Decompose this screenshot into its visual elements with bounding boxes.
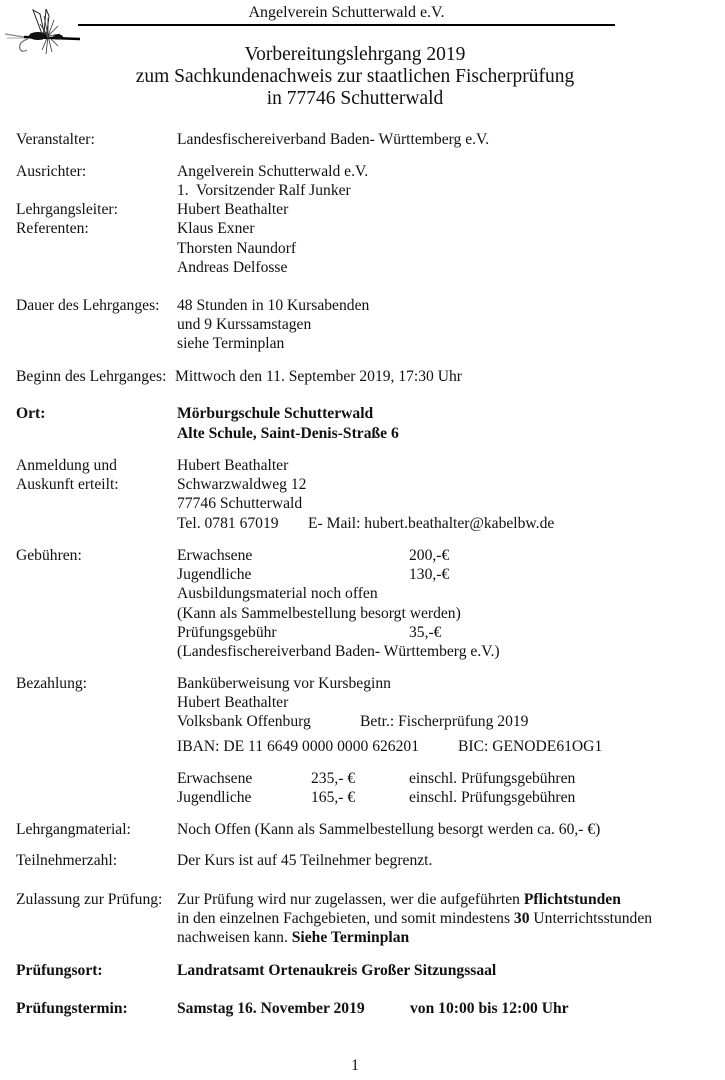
teilnehmerzahl-value: Der Kurs ist auf 45 Teilnehmer begrenzt.: [177, 852, 433, 869]
pruefungstermin-label: Prüfungstermin:: [16, 1000, 128, 1017]
bezahlung-recipient: Hubert Beathalter: [177, 694, 289, 711]
anmeldung-phone: Tel. 0781 67019: [177, 515, 279, 532]
referent-name: Andreas Delfosse: [177, 259, 288, 276]
teilnehmerzahl-label: Teilnehmerzahl:: [16, 852, 118, 869]
header-rule: [78, 24, 615, 26]
zulassung-line3-text: nachweisen kann.: [177, 929, 292, 946]
pruefungstermin-date: Samstag 16. November 2019: [177, 1000, 365, 1017]
anmeldung-label-line2: Auskunft erteilt:: [16, 476, 119, 493]
document-title-line1: Vorbereitungslehrgang 2019: [244, 44, 466, 65]
bezahlung-row-group: Erwachsene: [177, 770, 253, 787]
page-number: 1: [351, 1057, 359, 1074]
gebuehren-adults-amount: 200,-€: [409, 547, 450, 564]
zulassung-line2-text: in den einzelnen Fachgebieten, und somit mindestens: [177, 910, 514, 927]
anmeldung-email[interactable]: E- Mail: hubert.beathalter@kabelbw.de: [308, 515, 555, 532]
gebuehren-material: Ausbildungsmaterial noch offen: [177, 585, 378, 602]
ort-line1: Mörburgschule Schutterwald: [177, 405, 374, 422]
bezahlung-row-amount: 165,- €: [311, 789, 356, 806]
bezahlung-row-amount: 235,- €: [311, 770, 356, 787]
gebuehren-exam-fee-amount: 35,-€: [409, 624, 442, 641]
zulassung-label: Zulassung zur Prüfung:: [16, 891, 163, 908]
anmeldung-label-line1: Anmeldung und: [16, 457, 117, 474]
ausrichter-value: Angelverein Schutterwald e.V.: [177, 163, 369, 180]
lehrgangmaterial-label: Lehrgangmaterial:: [16, 821, 131, 838]
bezahlung-bic: BIC: GENODE61OG1: [458, 738, 603, 755]
zulassung-terminplan: Siehe Terminplan: [291, 929, 410, 946]
document-title-line3: in 77746 Schutterwald: [266, 88, 444, 109]
zulassung-line2-tail: Unterrichtsstunden: [529, 910, 653, 927]
beginn-value: Mittwoch den 11. September 2019, 17:30 Uhr: [175, 368, 462, 385]
bezahlung-bank: Volksbank Offenburg: [177, 713, 311, 730]
pruefungsort-value: Landratsamt Ortenaukreis Großer Sitzungssaal: [177, 962, 497, 979]
veranstalter-value: Landesfischereiverband Baden- Württemberg e.V.: [177, 131, 490, 148]
beginn-label: Beginn des Lehrganges:: [16, 368, 167, 385]
lehrgangsleiter-label: Lehrgangsleiter:: [16, 201, 118, 218]
referent-name: Thorsten Naundorf: [177, 240, 297, 257]
bezahlung-label: Bezahlung:: [16, 675, 88, 692]
gebuehren-exam-fee-label: Prüfungsgebühr: [177, 624, 277, 641]
dauer-line: 48 Stunden in 10 Kursabenden: [177, 297, 370, 314]
bezahlung-row-note: einschl. Prüfungsgebühren: [409, 770, 576, 787]
zulassung-line2: [177, 909, 652, 928]
ort-line2: Alte Schule, Saint-Denis-Straße 6: [177, 425, 399, 442]
bezahlung-iban: IBAN: DE 11 6649 0000 0000 626201: [177, 738, 419, 755]
pruefungstermin-time: von 10:00 bis 12:00 Uhr: [410, 1000, 569, 1017]
gebuehren-youth-label: Jugendliche: [177, 566, 252, 583]
gebuehren-label: Gebühren:: [16, 547, 82, 564]
ausrichter-chair-number: 1.: [177, 182, 189, 199]
gebuehren-exam-fee-note: (Landesfischereiverband Baden- Württemberg e.V.): [177, 643, 500, 660]
anmeldung-street: Schwarzwaldweg 12: [177, 476, 307, 493]
zulassung-line1: [177, 890, 621, 909]
lehrgangsleiter-value: Hubert Beathalter: [177, 201, 289, 218]
referenten-label: Referenten:: [16, 220, 89, 237]
gebuehren-youth-amount: 130,-€: [409, 566, 450, 583]
ausrichter-label: Ausrichter:: [16, 163, 87, 180]
lehrgangmaterial-value: Noch Offen (Kann als Sammelbestellung besorgt werden ca. 60,- €): [177, 821, 601, 838]
dauer-label: Dauer des Lehrganges:: [16, 297, 160, 314]
zulassung-pflichtstunden: Pflichtstunden: [523, 891, 621, 908]
bezahlung-row-note: einschl. Prüfungsgebühren: [409, 789, 576, 806]
gebuehren-material-note: (Kann als Sammelbestellung besorgt werden): [177, 605, 461, 622]
bezahlung-row-group: Jugendliche: [177, 789, 252, 806]
veranstalter-label: Veranstalter:: [16, 131, 95, 148]
dauer-line: siehe Terminplan: [177, 335, 285, 352]
referent-name: Klaus Exner: [177, 220, 255, 237]
bezahlung-reference: Betr.: Fischerprüfung 2019: [360, 713, 529, 730]
dauer-line: und 9 Kurssamstagen: [177, 316, 312, 333]
header-organization: Angelverein Schutterwald e.V.: [248, 4, 445, 21]
pruefungsort-label: Prüfungsort:: [16, 962, 103, 979]
document-title-line2: zum Sachkundenachweis zur staatlichen Fischerprüfung: [135, 66, 575, 87]
zulassung-line1-text: Zur Prüfung wird nur zugelassen, wer die aufgeführten: [177, 891, 524, 908]
zulassung-line3: [177, 928, 409, 947]
zulassung-min-hours: 30: [513, 910, 530, 927]
gebuehren-adults-label: Erwachsene: [177, 547, 253, 564]
ort-label: Ort:: [16, 405, 46, 422]
bezahlung-method: Banküberweisung vor Kursbeginn: [177, 675, 391, 692]
anmeldung-name: Hubert Beathalter: [177, 457, 289, 474]
ausrichter-chair: Vorsitzender Ralf Junker: [196, 182, 351, 199]
anmeldung-city: 77746 Schutterwald: [177, 495, 303, 512]
